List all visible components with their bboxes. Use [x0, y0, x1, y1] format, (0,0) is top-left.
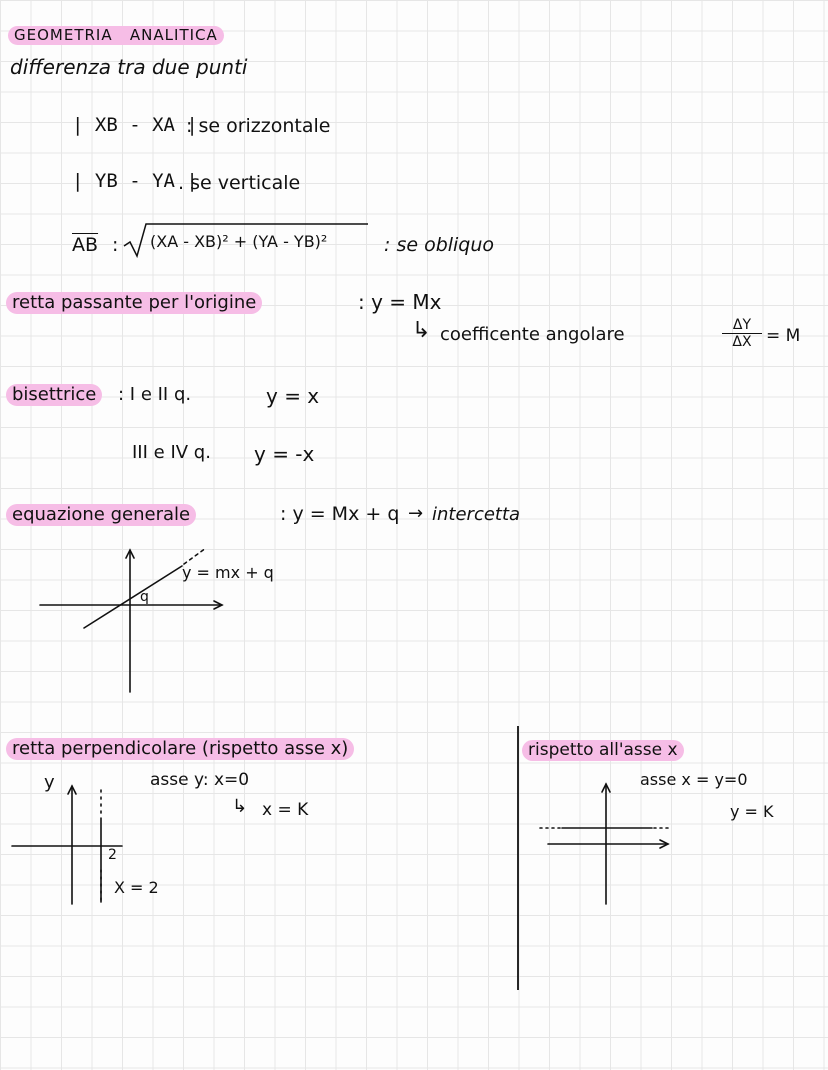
bisector-q1-eq: y = x — [266, 384, 320, 408]
parallel-general-eq: y = K — [730, 802, 774, 821]
general-equation-label: equazione generale — [6, 504, 196, 526]
origin-line-label: retta passante per l'origine — [6, 292, 262, 314]
ab-colon: : — [112, 234, 119, 256]
vertical-distance-expr: | YB - YA | — [72, 170, 198, 192]
origin-line-arrow: ↳ — [412, 318, 431, 343]
parallel-axis-eq: asse x = y=0 — [640, 770, 748, 789]
bisector-q2-label: III e IV q. — [132, 442, 211, 463]
fraction-denominator: ΔX — [732, 334, 752, 350]
parallel-label: rispetto all'asse x — [522, 740, 684, 761]
fraction-result: = M — [766, 326, 801, 346]
ab-label: $\overline{AB}$ — [72, 234, 99, 256]
subtitle: differenza tra due punti — [10, 55, 248, 79]
perpendicular-arrow: ↳ — [232, 796, 248, 817]
fraction-numerator: ΔY — [732, 317, 752, 333]
title-geometria: GEOMETRIA — [14, 26, 113, 44]
ab-radicand: (XA - XB)² + (YA - YB)² — [150, 232, 328, 251]
perpendicular-mark-2: 2 — [108, 847, 117, 863]
coefficient-label: coefficente angolare — [440, 324, 625, 345]
title-analitica: ANALITICA — [129, 26, 218, 44]
bisector-q2-eq: y = -x — [254, 442, 315, 466]
perpendicular-x-eq: X = 2 — [114, 878, 159, 897]
perpendicular-general-eq: x = K — [262, 800, 309, 820]
horizontal-distance-note: : se orizzontale — [186, 115, 331, 137]
bisector-q1-label: : I e II q. — [118, 384, 192, 405]
horizontal-distance-expr: | XB - XA | — [72, 114, 198, 136]
general-arrow: → — [408, 503, 424, 524]
general-graph-q: q — [140, 589, 149, 605]
perpendicular-label: retta perpendicolare (rispetto asse x) — [6, 738, 354, 760]
general-note: intercetta — [432, 504, 521, 525]
origin-line-equation: : y = Mx — [358, 290, 442, 314]
ab-note: : se obliquo — [384, 234, 495, 256]
vertical-distance-note: . se verticale — [178, 172, 301, 194]
perpendicular-y-label: y — [44, 772, 55, 793]
general-graph-eq: y = mx + q — [182, 563, 274, 582]
bisector-label: bisettrice — [6, 384, 102, 406]
general-equation: : y = Mx + q — [280, 503, 400, 525]
perpendicular-axis-eq: asse y: x=0 — [150, 770, 250, 790]
